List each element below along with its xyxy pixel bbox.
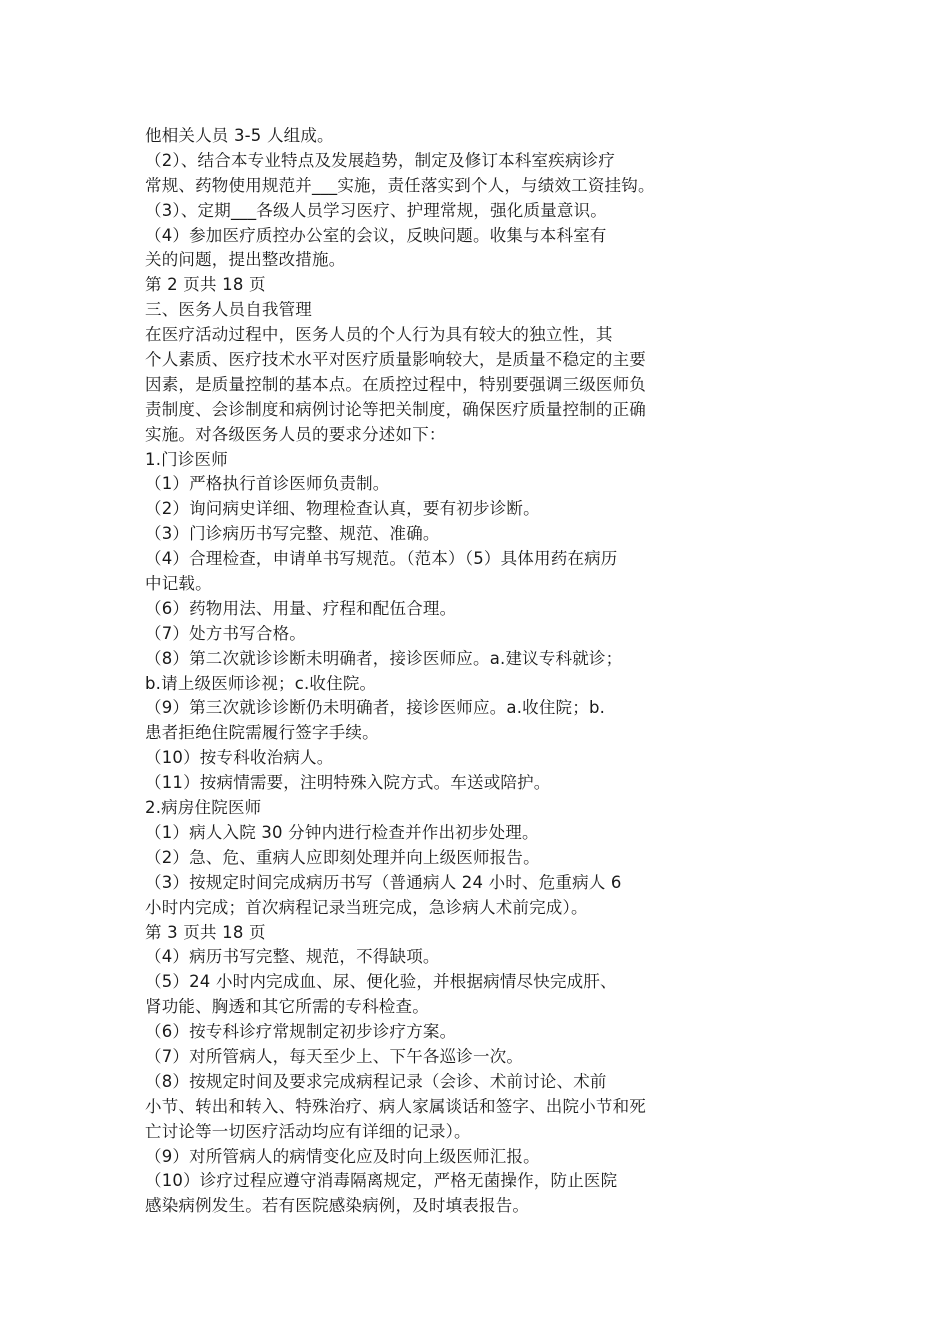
text-line: 在医疗活动过程中，医务人员的个人行为具有较大的独立性，其 [145, 325, 613, 345]
text-line: b.请上级医师诊视；c.收住院。 [145, 673, 377, 693]
subsection-heading: 2.病房住院医师 [145, 798, 262, 818]
text-line: （9）第三次就诊诊断仍未明确者，接诊医师应。a.收住院；b. [145, 698, 606, 718]
section-heading: 三、医务人员自我管理 [145, 300, 312, 320]
text-line: 关的问题，提出整改措施。 [145, 250, 346, 270]
text-line: 他相关人员 3-5 人组成。 [145, 126, 334, 145]
text-line: （2）询问病史详细、物理检查认真，要有初步诊断。 [145, 499, 540, 519]
text-line: 中记载。 [145, 574, 212, 594]
text-line: （7）处方书写合格。 [145, 623, 306, 643]
subsection-heading: 1.门诊医师 [145, 449, 228, 469]
text-line: （2）、结合本专业特点及发展趋势，制定及修订本科室疾病诊疗 [145, 150, 616, 170]
text-line: 感染病例发生。若有医院感染病例，及时填表报告。 [145, 1196, 530, 1216]
text-line: 个人素质、医疗技术水平对医疗质量影响较大，是质量不稳定的主要 [145, 350, 646, 370]
text-line: （8）第二次就诊诊断未明确者，接诊医师应。a.建议专科就诊； [145, 648, 623, 668]
text-line: 实施。对各级医务人员的要求分述如下： [145, 424, 446, 444]
text-line: （3）门诊病历书写完整、规范、准确。 [145, 524, 440, 544]
text-line: （3）、定期___各级人员学习医疗、护理常规，强化质量意识。 [145, 200, 607, 220]
text-line: 亡讨论等一切医疗活动均应有详细的记录）。 [145, 1121, 471, 1141]
page-number: 第 2 页共 18 页 [145, 275, 266, 295]
text-line: （8）按规定时间及要求完成病程记录（会诊、术前讨论、术前 [145, 1071, 607, 1091]
text-line: （4）合理检查，申请单书写规范。（范本）（5）具体用药在病历 [145, 549, 618, 569]
text-line: （7）对所管病人，每天至少上、下午各巡诊一次。 [145, 1046, 524, 1066]
text-line: （1）严格执行首诊医师负责制。 [145, 474, 390, 494]
page-number: 第 3 页共 18 页 [145, 922, 266, 942]
text-line: （3）按规定时间完成病历书写（普通病人 24 小时、危重病人 6 [145, 872, 622, 892]
text-line: 小节、转出和转入、特殊治疗、病人家属谈话和签字、出院小节和死 [145, 1096, 646, 1116]
text-line: 小时内完成；首次病程记录当班完成，急诊病人术前完成）。 [145, 897, 588, 917]
text-line: （5）24 小时内完成血、尿、便化验，并根据病情尽快完成肝、 [145, 972, 617, 992]
text-line: 常规、药物使用规范并___实施，责任落实到个人，与绩效工资挂钩。 [145, 175, 655, 195]
text-line: 因素，是质量控制的基本点。在质控过程中，特别要强调三级医师负 [145, 374, 646, 394]
text-line: 肾功能、胸透和其它所需的专科检查。 [145, 997, 429, 1017]
text-line: 责制度、会诊制度和病例讨论等把关制度，确保医疗质量控制的正确 [145, 399, 646, 419]
text-line: （9）对所管病人的病情变化应及时向上级医师汇报。 [145, 1146, 540, 1166]
text-line: （2）急、危、重病人应即刻处理并向上级医师报告。 [145, 847, 540, 867]
text-line: （6）按专科诊疗常规制定初步诊疗方案。 [145, 1022, 457, 1042]
text-line: （10）按专科收治病人。 [145, 748, 334, 768]
text-line: （6）药物用法、用量、疗程和配伍合理。 [145, 598, 457, 618]
text-line: （11）按病情需要，注明特殊入院方式。车送或陪护。 [145, 773, 551, 793]
text-line: 患者拒绝住院需履行签字手续。 [145, 723, 379, 743]
text-line: （4）病历书写完整、规范，不得缺项。 [145, 947, 440, 967]
document-body [145, 124, 745, 1219]
text-line: （10）诊疗过程应遵守消毒隔离规定，严格无菌操作，防止医院 [145, 1171, 618, 1191]
text-line: （1）病人入院 30 分钟内进行检查并作出初步处理。 [145, 822, 539, 842]
text-line: （4）参加医疗质控办公室的会议，反映问题。收集与本科室有 [145, 225, 607, 245]
